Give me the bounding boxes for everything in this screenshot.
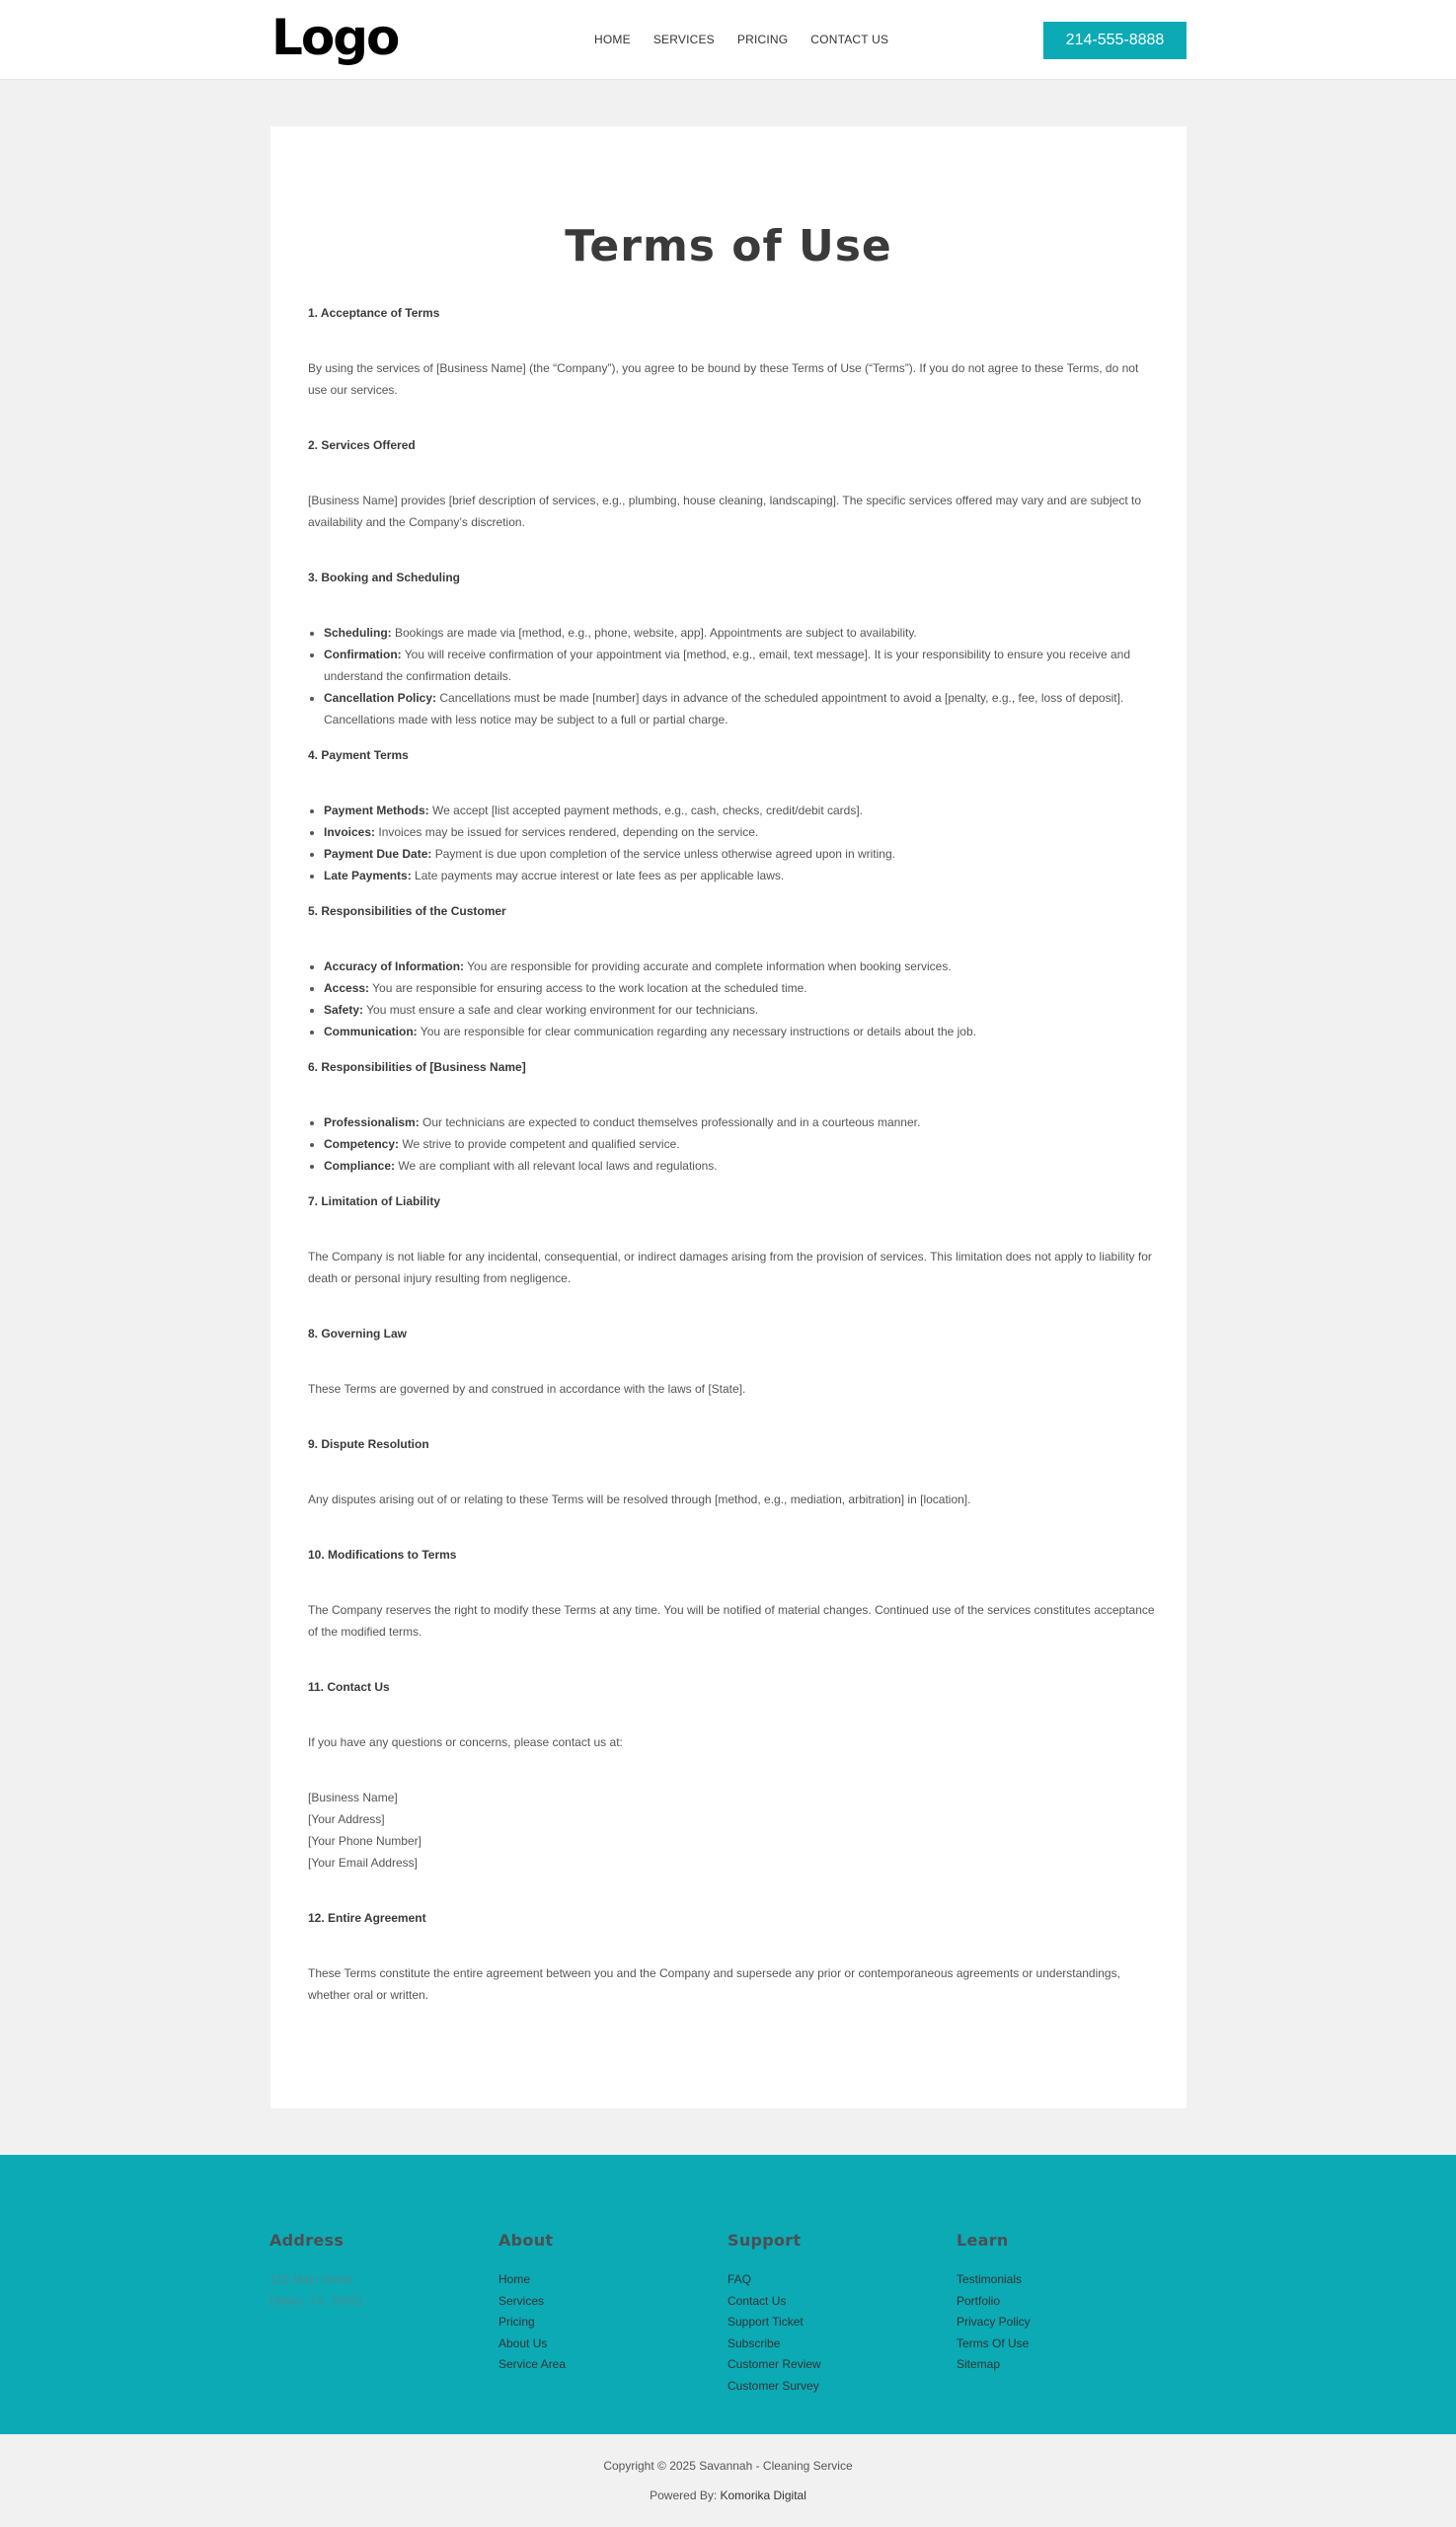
- footer-link-home[interactable]: Home: [498, 2272, 531, 2286]
- footer-address-line: 123 Main Street: [269, 2272, 353, 2286]
- footer-heading: Address: [269, 2231, 345, 2250]
- section-paragraph: By using the services of [Business Name] (the “Company”), you agree to be bound by these Terms of Use (“Terms”). If you do not agree to these Terms, do not use our services.: [308, 361, 1139, 397]
- list-item: [324, 1155, 1157, 1177]
- list-item-text: Invoices may be issued for services rendered, depending on the service.: [375, 825, 759, 839]
- section-paragraph: [Business Name] provides [brief description of services, e.g., plumbing, house cleaning, landscaping]. The specific services offered may vary and are subject to availability and the Company’s discretion.: [308, 494, 1141, 529]
- section-heading: 4. Payment Terms: [308, 748, 409, 762]
- list-item-text: You are responsible for ensuring access to the work location at the scheduled time.: [369, 981, 807, 995]
- footer-link-customer-survey[interactable]: Customer Survey: [728, 2378, 819, 2393]
- list-item-label: Late Payments:: [324, 869, 412, 882]
- section-heading: 2. Services Offered: [308, 438, 416, 452]
- phone-call-button[interactable]: 214-555-8888: [1043, 22, 1187, 59]
- section-paragraph: Any disputes arising out of or relating to these Terms will be resolved through [method, e.g., mediation, arbitration] in [location].: [308, 1493, 971, 1506]
- list-item: [324, 622, 1157, 644]
- site-logo[interactable]: Logo: [271, 9, 399, 66]
- list-item: [324, 1111, 1157, 1133]
- list-item-label: Payment Due Date:: [324, 847, 432, 861]
- section-heading: 11. Contact Us: [308, 1680, 390, 1694]
- list-item-text: We accept [list accepted payment methods, e.g., cash, checks, credit/debit cards].: [428, 804, 864, 817]
- list-item-label: Invoices:: [324, 825, 376, 839]
- footer-link-testimonials[interactable]: Testimonials: [957, 2272, 1023, 2286]
- list-item-label: Confirmation:: [324, 648, 402, 661]
- footer-link-subscribe[interactable]: Subscribe: [728, 2336, 781, 2350]
- section-heading: 5. Responsibilities of the Customer: [308, 904, 506, 918]
- list-item: [324, 821, 1157, 843]
- list-item-text: Our technicians are expected to conduct themselves professionally and in a courteous manner.: [419, 1115, 921, 1129]
- section-paragraph: These Terms are governed by and construed in accordance with the laws of [State].: [308, 1382, 746, 1396]
- nav-home[interactable]: HOME: [594, 33, 631, 46]
- footer-link-faq[interactable]: FAQ: [728, 2272, 752, 2286]
- contact-phone: [Your Phone Number]: [308, 1834, 421, 1848]
- list-item-text: Late payments may accrue interest or late fees as per applicable laws.: [411, 869, 785, 882]
- list-item-label: Compliance:: [324, 1159, 396, 1173]
- list-item: [324, 1021, 1157, 1042]
- list-item-label: Professionalism:: [324, 1115, 420, 1129]
- footer-heading: Learn: [957, 2231, 1009, 2250]
- list-item-text: You must ensure a safe and clear working environment for our technicians.: [363, 1003, 759, 1017]
- page-title: Terms of Use: [565, 221, 892, 271]
- bullet-list: [308, 956, 1157, 1042]
- list-item-text: Cancellations must be made [number] days in advance of the scheduled appointment to avoid a [penalty, e.g., fee, loss of deposit]. Cancellations made with less notice may be subject to a full or partial charge.: [324, 691, 1124, 727]
- footer-about-column: [498, 2231, 566, 2376]
- list-item-label: Scheduling:: [324, 626, 392, 640]
- list-item: [324, 800, 1157, 821]
- list-item: [324, 687, 1157, 730]
- footer-heading: Support: [728, 2231, 802, 2250]
- main-nav: [594, 33, 888, 46]
- list-item-label: Safety:: [324, 1003, 364, 1017]
- footer-link-contact-us[interactable]: Contact Us: [728, 2293, 787, 2308]
- bullet-list: [308, 1111, 1157, 1177]
- footer-link-service-area[interactable]: Service Area: [498, 2357, 567, 2371]
- footer-bottom-bar: [0, 2434, 1456, 2527]
- footer-address-line: Dallas, TX, 75001: [269, 2293, 364, 2308]
- footer-link-privacy-policy[interactable]: Privacy Policy: [957, 2315, 1031, 2329]
- list-item-label: Access:: [324, 981, 370, 995]
- list-item: [324, 843, 1157, 865]
- footer-address-column: [269, 2231, 363, 2312]
- list-item-label: Cancellation Policy:: [324, 691, 437, 705]
- list-item-text: You are responsible for providing accurate and complete information when booking services.: [464, 959, 952, 973]
- section-paragraph: If you have any questions or concerns, please contact us at:: [308, 1735, 623, 1749]
- list-item: [324, 1133, 1157, 1155]
- powered-by-prefix: Powered By:: [650, 2489, 721, 2502]
- list-item: [324, 977, 1157, 999]
- list-item-label: Accuracy of Information:: [324, 959, 465, 973]
- list-item-text: We strive to provide competent and qualified service.: [399, 1137, 680, 1151]
- contact-address: [Your Address]: [308, 1812, 385, 1826]
- list-item-text: We are compliant with all relevant local laws and regulations.: [395, 1159, 718, 1173]
- footer-heading: About: [498, 2231, 554, 2250]
- list-item-label: Competency:: [324, 1137, 400, 1151]
- section-heading: 8. Governing Law: [308, 1327, 408, 1340]
- copyright-text: Copyright © 2025 Savannah - Cleaning Service: [603, 2459, 853, 2473]
- section-heading: 6. Responsibilities of [Business Name]: [308, 1060, 526, 1074]
- footer-link-sitemap[interactable]: Sitemap: [957, 2357, 1001, 2371]
- site-header: [0, 0, 1456, 80]
- powered-by-text: [0, 2489, 1456, 2502]
- nav-services[interactable]: SERVICES: [652, 33, 715, 46]
- section-heading: 10. Modifications to Terms: [308, 1548, 457, 1562]
- list-item: [324, 956, 1157, 977]
- section-paragraph: The Company reserves the right to modify these Terms at any time. You will be notified of material changes. Continued use of the services constitutes acceptance of the modified terms.: [308, 1603, 1155, 1639]
- contact-email: [Your Email Address]: [308, 1856, 418, 1870]
- section-heading: 3. Booking and Scheduling: [308, 571, 461, 584]
- terms-body: [308, 302, 1157, 2006]
- list-item-label: Payment Methods:: [324, 804, 429, 817]
- list-item: [324, 644, 1157, 687]
- footer-link-about-us[interactable]: About Us: [498, 2336, 548, 2350]
- bullet-list: [308, 800, 1157, 886]
- footer-support-column: [728, 2231, 821, 2397]
- section-heading: 9. Dispute Resolution: [308, 1437, 429, 1451]
- footer-link-terms-of-use[interactable]: Terms Of Use: [957, 2336, 1030, 2350]
- section-paragraph: These Terms constitute the entire agreement between you and the Company and supersede any prior or contemporaneous agreements or understandings, whether oral or written.: [308, 1966, 1120, 2002]
- footer-learn-column: [957, 2231, 1031, 2376]
- footer-link-services[interactable]: Services: [498, 2293, 545, 2308]
- contact-business-name: [Business Name]: [308, 1791, 398, 1804]
- section-heading: 12. Entire Agreement: [308, 1911, 426, 1925]
- footer-link-pricing[interactable]: Pricing: [498, 2315, 535, 2329]
- list-item-label: Communication:: [324, 1025, 418, 1038]
- footer-link-customer-review[interactable]: Customer Review: [728, 2357, 821, 2371]
- list-item-text: You are responsible for clear communication regarding any necessary instructions or details about the job.: [417, 1025, 976, 1038]
- section-paragraph: The Company is not liable for any incidental, consequential, or indirect damages arising from the provision of services. This limitation does not apply to liability for death or personal injury resulting from negligence.: [308, 1250, 1152, 1285]
- section-heading: 1. Acceptance of Terms: [308, 306, 440, 320]
- nav-contact-us[interactable]: CONTACT US: [810, 33, 889, 46]
- list-item-text: Bookings are made via [method, e.g., phone, website, app]. Appointments are subject to availability.: [391, 626, 917, 640]
- list-item: [324, 865, 1157, 886]
- nav-pricing[interactable]: PRICING: [736, 33, 789, 46]
- site-footer: [0, 2155, 1456, 2434]
- list-item: [324, 999, 1157, 1021]
- list-item-text: You will receive confirmation of your appointment via [method, e.g., email, text message]. It is your responsibility to ensure you receive and understand the confirmation details.: [324, 648, 1131, 683]
- list-item-text: Payment is due upon completion of the service unless otherwise agreed upon in writing.: [431, 847, 895, 861]
- bullet-list: [308, 622, 1157, 730]
- footer-link-portfolio[interactable]: Portfolio: [957, 2293, 1001, 2308]
- section-heading: 7. Limitation of Liability: [308, 1194, 441, 1208]
- content-card: [270, 126, 1187, 2108]
- footer-link-support-ticket[interactable]: Support Ticket: [728, 2315, 804, 2329]
- powered-by-brand-link[interactable]: Komorika Digital: [720, 2489, 806, 2502]
